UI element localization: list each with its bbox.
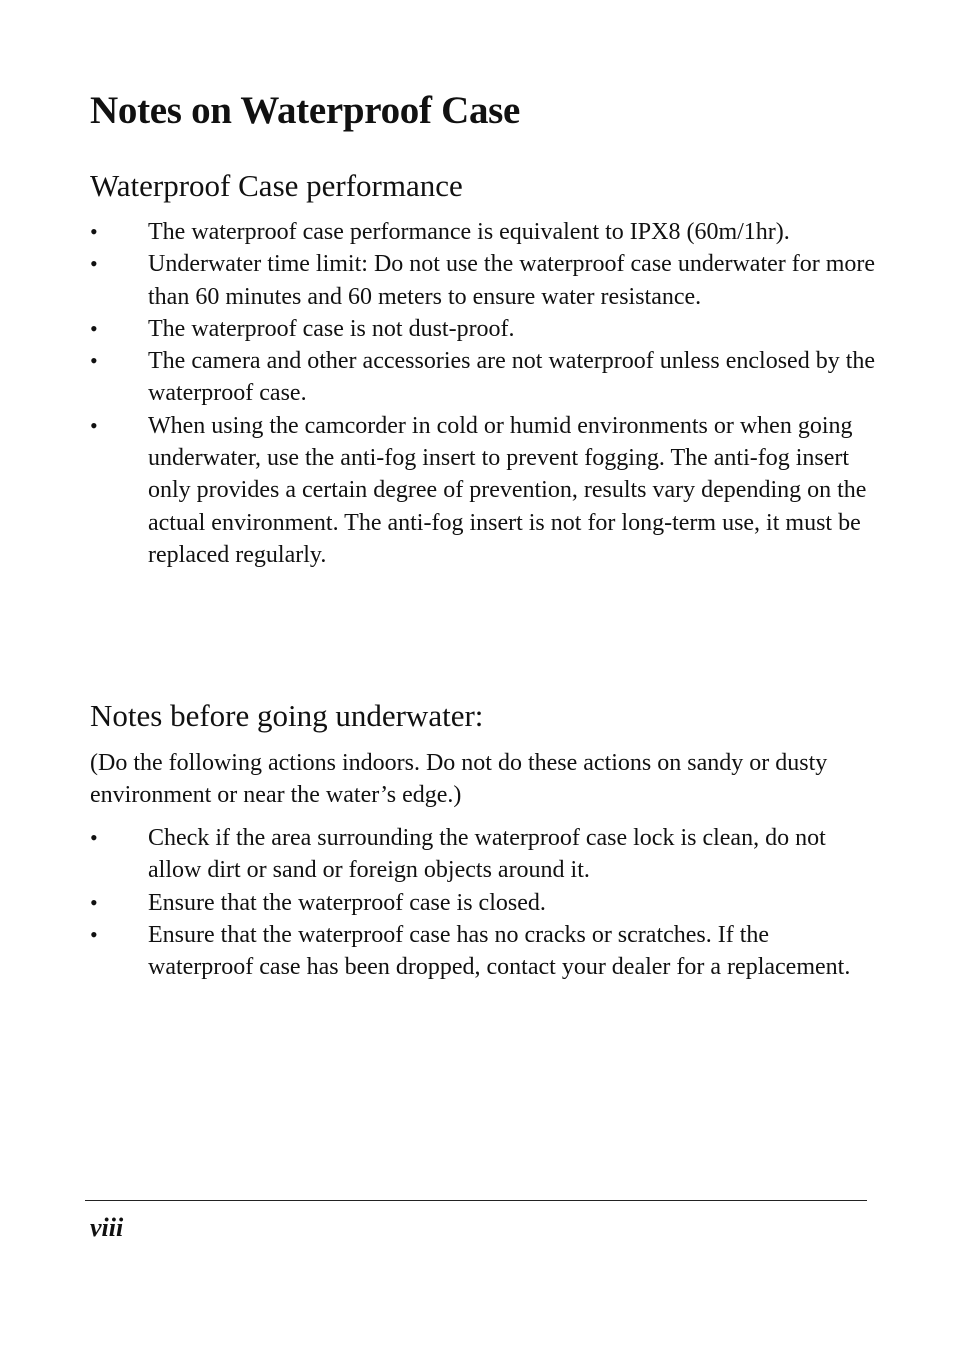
- page-title: Notes on Waterproof Case: [90, 89, 521, 132]
- list-item: [90, 822, 880, 887]
- section-intro: (Do the following actions indoors. Do not do these actions on sandy or dusty environment or near the water’s edge.): [90, 750, 828, 809]
- list-item-text: When using the camcorder in cold or humid environments or when going underwater, use the anti-fog insert to prevent fogging. The anti-fog insert only provides a certain degree of prevention, results vary depending on the actual environment. The anti-fog insert is not for long-term use, it must be replaced regularly.: [148, 412, 867, 568]
- bullet-icon: •: [90, 921, 98, 947]
- section-heading-before-underwater: Notes before going underwater:: [90, 698, 484, 733]
- list-item-text: Check if the area surrounding the waterproof case lock is clean, do not allow dirt or sand or foreign objects around it.: [148, 825, 826, 884]
- list-item-text: Ensure that the waterproof case is closed.: [148, 889, 546, 916]
- list-item-text: Ensure that the waterproof case has no cracks or scratches. If the waterproof case has been dropped, contact your dealer for a replacement.: [148, 921, 851, 981]
- bullet-icon: •: [90, 219, 98, 244]
- list-item: [90, 313, 880, 345]
- list-item-text: The camera and other accessories are not waterproof unless enclosed by the waterproof case.: [148, 348, 876, 407]
- list-item: [90, 410, 880, 571]
- performance-bullet-list: [90, 216, 880, 571]
- bullet-icon: •: [90, 889, 98, 915]
- list-item: [90, 216, 880, 248]
- page-number: viii: [90, 1213, 124, 1242]
- bullet-icon: •: [90, 315, 98, 341]
- bullet-icon: •: [90, 825, 98, 850]
- list-item: [90, 919, 880, 984]
- section-heading-performance: Waterproof Case performance: [90, 168, 463, 203]
- list-item-text: The waterproof case performance is equivalent to IPX8 (60m/1hr).: [148, 219, 790, 245]
- list-item: [90, 345, 880, 410]
- footer-divider: [85, 1200, 867, 1201]
- before-underwater-bullet-list: [90, 822, 880, 983]
- list-item: [90, 248, 880, 313]
- bullet-icon: •: [90, 348, 98, 374]
- list-item-text: The waterproof case is not dust-proof.: [148, 315, 515, 342]
- bullet-icon: •: [90, 251, 98, 277]
- list-item: [90, 887, 880, 919]
- bullet-icon: •: [90, 412, 98, 438]
- list-item-text: Underwater time limit: Do not use the waterproof case underwater for more than 60 minutes and 60 meters to ensure water resistance.: [148, 251, 876, 310]
